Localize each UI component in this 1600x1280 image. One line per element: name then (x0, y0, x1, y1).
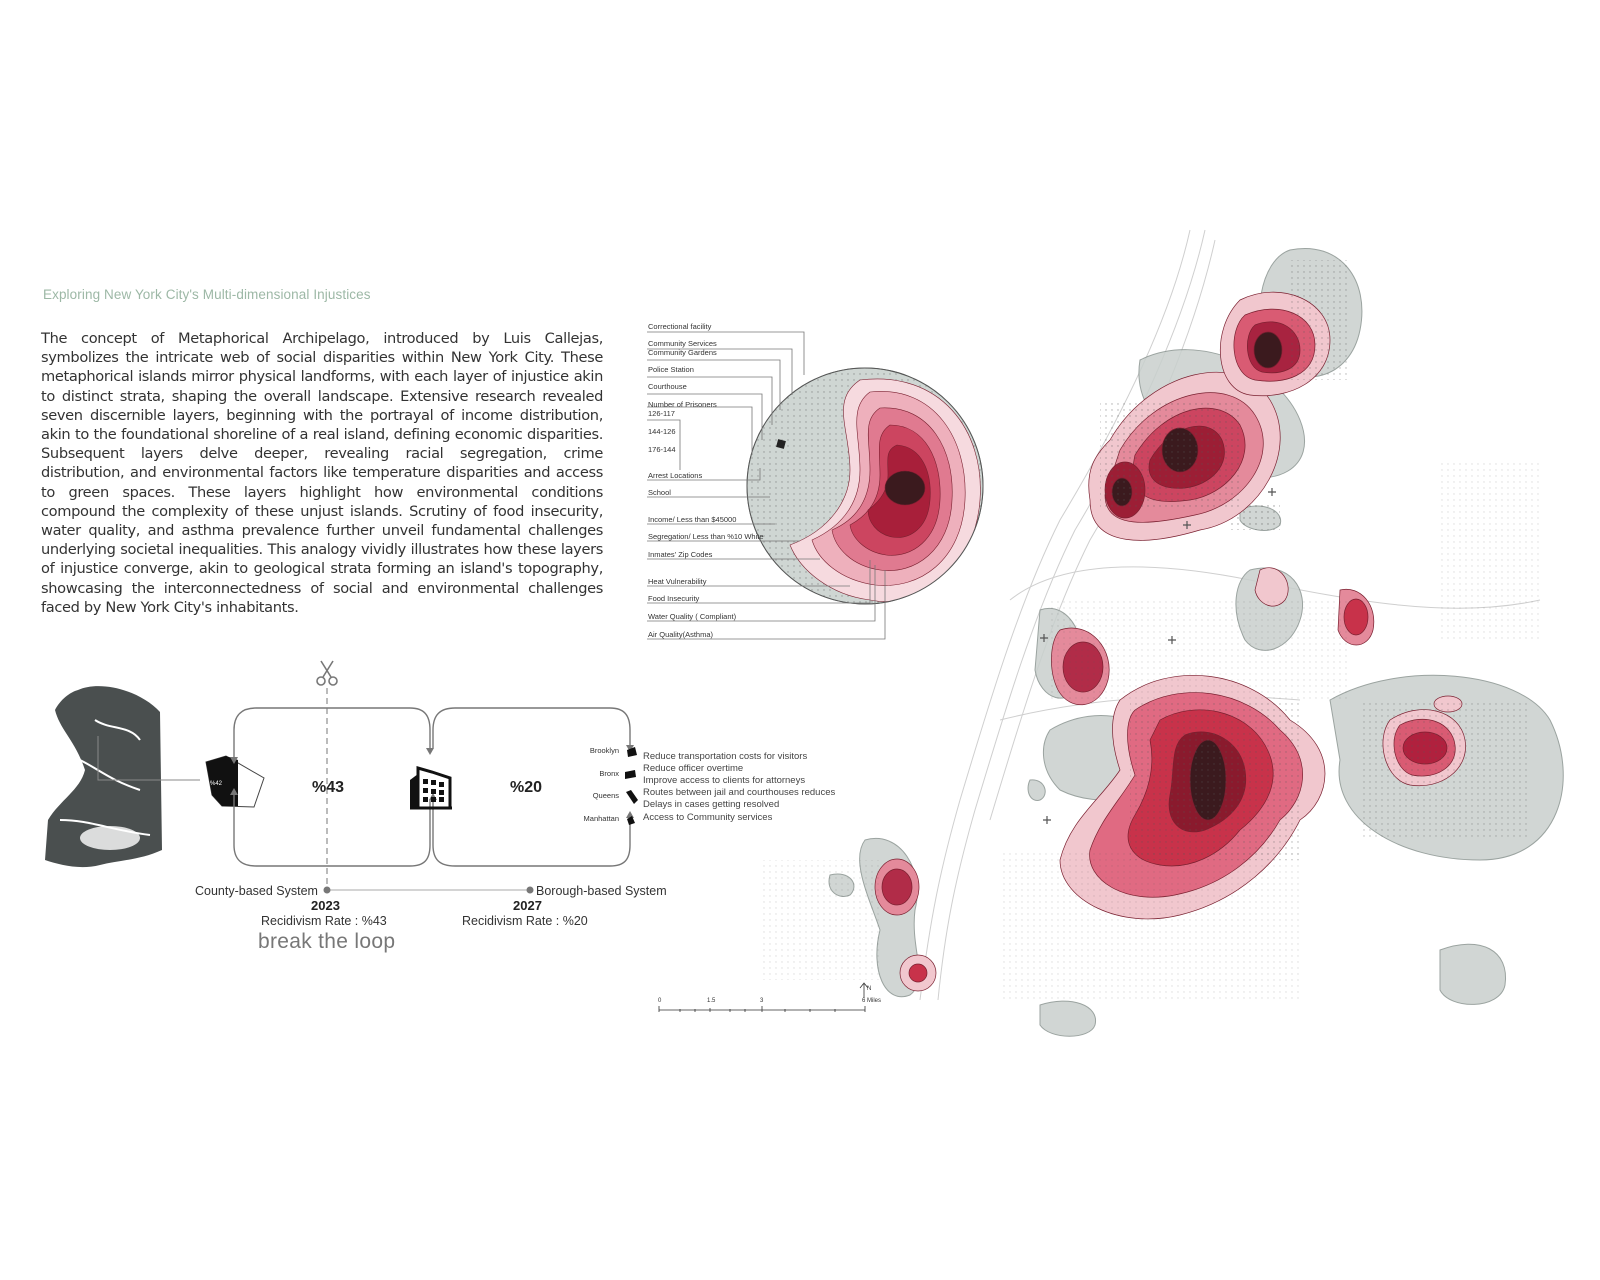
north-arrow-label: N (867, 986, 872, 992)
legend-water-quality: Water Quality ( Compliant) (648, 612, 737, 621)
scale-tick-0: 0 (658, 998, 662, 1004)
legend-correctional-facility: Correctional facility (648, 322, 712, 331)
body-paragraph: The concept of Metaphorical Archipelago, introduced by Luis Callejas, symbolizes the intricate web of social disparities within New York City. These metaphorical islands mirror physical landforms, with each layer of injustice akin to distinct strata, shaping the overall landscape. Extensive research revealed seven discernible layers, beginning with the portrayal of income distribution, akin to the foundational shoreline of a real island, defining economic disparities. Subsequent layers delve deeper, revealing racial segregation, crime distribution, and environmental factors like temperature disparities and access to green spaces. These layers highlight how environmental conditions compound the complexity of these unjust islands. Scrutiny of food insecurity, water quality, and asthma prevalence further unveil fundamental challenges underlying societal inequalities. This analogy vividly illustrates how these layers of injustice converge, akin to geological strata forming an island's topography, showcasing the interconnectedness of social and environmental challenges faced by New York City's inhabitants. (41, 330, 603, 616)
borough-system-label: Borough-based System (536, 884, 667, 898)
loop-right-rate: %20 (510, 779, 543, 796)
legend-prisoners-range-1: 126-117 (648, 409, 675, 418)
borough-shapes (625, 747, 638, 825)
legend-air-quality: Air Quality(Asthma) (648, 630, 714, 639)
layer-circle (747, 368, 983, 604)
scale-tick-2: 3 (760, 998, 764, 1004)
benefit-item: Delays in cases getting resolved (643, 799, 780, 810)
benefit-item: Reduce officer overtime (643, 763, 744, 774)
loop-left-rate: %43 (312, 779, 345, 796)
recidivism-2023: Recidivism Rate : %43 (261, 914, 387, 928)
nyc-dark-map (45, 686, 200, 867)
borough-queens: Queens (592, 791, 619, 800)
legend-number-of-prisoners: Number of Prisoners (648, 400, 717, 409)
legend-food-insecurity: Food Insecurity (648, 594, 700, 603)
benefit-item: Reduce transportation costs for visitors (643, 751, 808, 762)
legend-courthouse: Courthouse (648, 382, 687, 391)
legend-prisoners-range-2: 144-126 (648, 427, 676, 436)
legend-community-services: Community Services (648, 339, 717, 348)
legend-heat-vulnerability: Heat Vulnerability (648, 577, 707, 586)
legend-arrest-locations: Arrest Locations (648, 471, 703, 480)
recidivism-2027: Recidivism Rate : %20 (462, 914, 588, 928)
legend-community-gardens: Community Gardens (648, 348, 717, 357)
scissors-icon (317, 661, 337, 685)
legend-income: Income/ Less than $45000 (648, 515, 737, 524)
county-system-label: County-based System (195, 884, 318, 898)
scale-bar (659, 983, 868, 1012)
benefit-item: Improve access to clients for attorneys (643, 775, 806, 786)
legend-police-station: Police Station (648, 365, 694, 374)
legend-segregation: Segregation/ Less than %10 White (648, 532, 764, 541)
year-2027: 2027 (513, 898, 542, 913)
district-marker-label: %42 (210, 781, 223, 787)
borough-manhattan: Manhattan (583, 814, 619, 823)
legend-prisoners-range-3: 176-144 (648, 445, 676, 454)
jail-building-icon (410, 768, 452, 808)
page-title: Exploring New York City's Multi-dimensional Injustices (43, 287, 371, 302)
borough-brooklyn: Brooklyn (589, 746, 619, 755)
year-2023: 2023 (311, 898, 340, 913)
borough-bronx: Bronx (599, 769, 619, 778)
legend-school: School (648, 488, 671, 497)
benefit-item: Routes between jail and courthouses reduces (643, 787, 836, 798)
benefit-item: Access to Community services (643, 812, 773, 823)
break-the-loop-tagline: break the loop (258, 930, 396, 953)
legend-inmates-zip: Inmates' Zip Codes (648, 550, 713, 559)
scale-tick-3: 6 Miles (862, 998, 882, 1004)
scale-tick-1: 1.5 (707, 998, 716, 1004)
